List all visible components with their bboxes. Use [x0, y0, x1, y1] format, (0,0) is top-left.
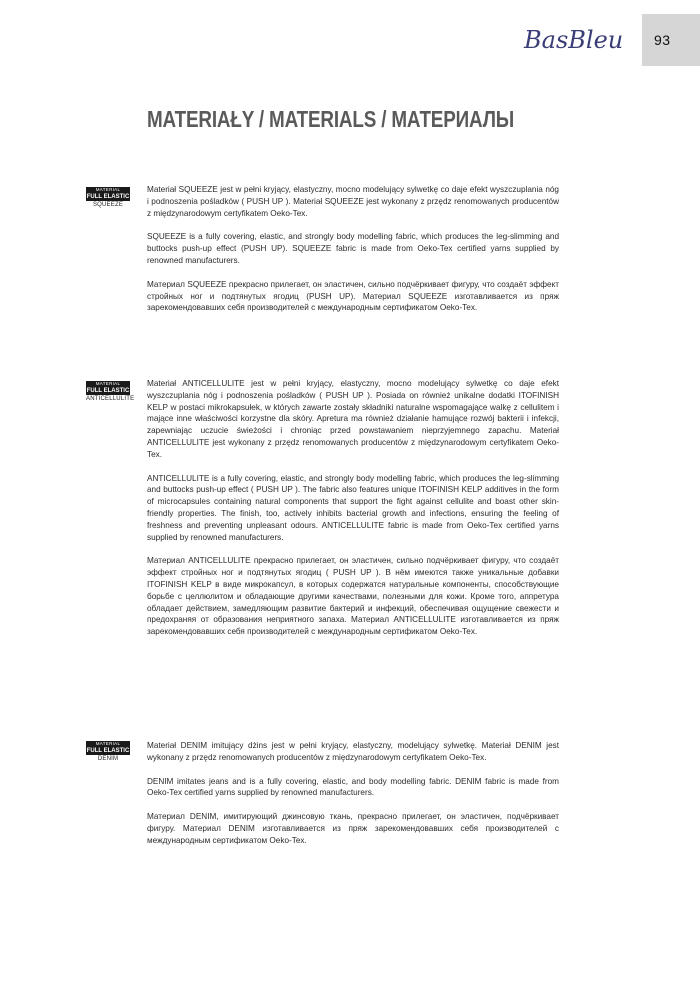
badge-material-label: MATERIAL	[86, 381, 130, 387]
paragraph-russian: Материал DENIM, имитирующий джинсовую ткань, прекрасно прилегает, он эластичен, подчёркивает фигуру. Материал DENIM изготавливается из пряж зарекомендовавших себя производителей с международным сертификатом Oeko-Tex.	[147, 812, 559, 845]
badge-material-name: ANTICELLULITE	[86, 396, 135, 402]
section-denim	[147, 740, 559, 859]
section-squeeze	[147, 184, 559, 326]
badge-material-name: SQUEEZE	[92, 202, 124, 208]
badge-material-label: MATERIAL	[86, 187, 130, 193]
badge-type-label: FULL ELASTIC	[86, 388, 130, 394]
paragraph-english: ANTICELLULITE is a fully covering, elastic, and strongly body modelling fabric, which produces the leg-slimming and buttocks push-up effect ( PUSH UP ). The fabric also features unique ITOFINISH KELP additives in the form of microcapsules containing natural components that support the fight against cellulite and boast other skin-friendly properties. The finish, too, actively inhibits bacterial growth and infections, ensuring the feeling of freshness and preventing unpleasant odours. ANTICELLULITE fabric is made from Oeko-Tex certified yarns supplied by renowned manufacturers.	[147, 473, 559, 542]
page-title: MATERIAŁY / MATERIALS / МАТЕРИАЛЫ	[147, 106, 515, 132]
material-badge-denim	[86, 741, 130, 764]
page-number-tab	[642, 14, 700, 66]
material-badge-anticellulite	[86, 381, 135, 404]
paragraph-english: SQUEEZE is a fully covering, elastic, and strongly body modelling fabric, which produces the leg-slimming and buttocks push-up effect (PUSH UP). SQUEEZE fabric is made from Oeko-Tex certified yarns supplied by renowned manufacturers.	[147, 232, 559, 265]
paragraph-russian: Материал ANTICELLULITE прекрасно прилегает, он эластичен, сильно подчёркивает фигуру, что создаёт эффект стройных ног и подтянутых ягодиц ( PUSH UP ). В нём имеются также уникальные добавки ITOFINISH KELP в виде микрокапсул, в которых содержатся натуральные компоненты, способствующие борьбе с целлюлитом и обладающие другими качествами, полезными для кожи. Кроме того, аппретура обладает действием, замедляющим развитие бактерий и инфекций, обеспечивая ощущение свежести и предохраняя от образования неприятного запаха. Материал ANTICELLULITE изготавливается из пряж зарекомендовавших себя производителей с международным сертификатом Oeko-Tex.	[147, 556, 559, 637]
paragraph-polish: Materiał DENIM imitujący dżins jest w pełni kryjący, elastyczny, modelujący sylwetkę. Materiał DENIM jest wykonany z przędz renomowanych producentów z międzynarodowym certyfikatem Oeko-Tex.	[147, 741, 559, 762]
paragraph-polish: Materiał ANTICELLULITE jest w pełni kryjący, elastyczny, mocno modelujący sylwetkę co daje efekt wyszczuplania nóg i podnoszenia pośladków ( PUSH UP ). Posiada on również unikalne dodatki ITOFINISH KELP w postaci mikrokapsułek, w których zawarte zostały składniki naturalne wspomagające walkę z cellulitem i mające inne właściwości korzystne dla skóry. Apretura ma również działanie hamujące rozwój bakterii i infekcji, zapewniając uczucie świeżości i chroniąc przed powstawaniem nieprzyjemnego zapachu. Materiał ANTICELLULITE jest wykonany z przędz renomowanych producentów z międzynarodowym certyfikatem Oeko-Tex.	[147, 379, 559, 459]
badge-material-label: MATERIAL	[86, 741, 130, 747]
brand-logo-text: BasBleu	[524, 26, 624, 54]
paragraph-russian: Материал SQUEEZE прекрасно прилегает, он эластичен, сильно подчёркивает фигуру, что создаёт эффект стройных ног и подтянутых ягодиц (PUSH UP). Материал SQUEEZE изготавливается из пряж зарекомендовавших себя производителей с международным сертификатом Oeko-Tex.	[147, 279, 559, 313]
brand-logo-graphic	[522, 22, 630, 56]
page-number: 93	[654, 32, 671, 48]
badge-type-label: FULL ELASTIC	[86, 748, 130, 754]
badge-material-name: DENIM	[97, 756, 119, 762]
badge-type-label: FULL ELASTIC	[86, 194, 130, 200]
brand-logo	[522, 22, 630, 56]
material-badge-squeeze	[86, 187, 130, 210]
paragraph-english: DENIM imitates jeans and is a fully covering, elastic, and body modelling fabric. DENIM fabric is made from Oeko-Tex certified yarns supplied by renowned manufacturers.	[147, 776, 559, 798]
section-anticellulite	[147, 378, 559, 650]
paragraph-polish: Materiał SQUEEZE jest w pełni kryjący, elastyczny, mocno modelujący sylwetkę co daje efekt wyszczuplania nóg i podnoszenia pośladków ( PUSH UP ). Materiał SQUEEZE jest wykonany z przędz renomowanych producentów z międzynarodowym certyfikatem Oeko-Tex.	[147, 185, 559, 218]
